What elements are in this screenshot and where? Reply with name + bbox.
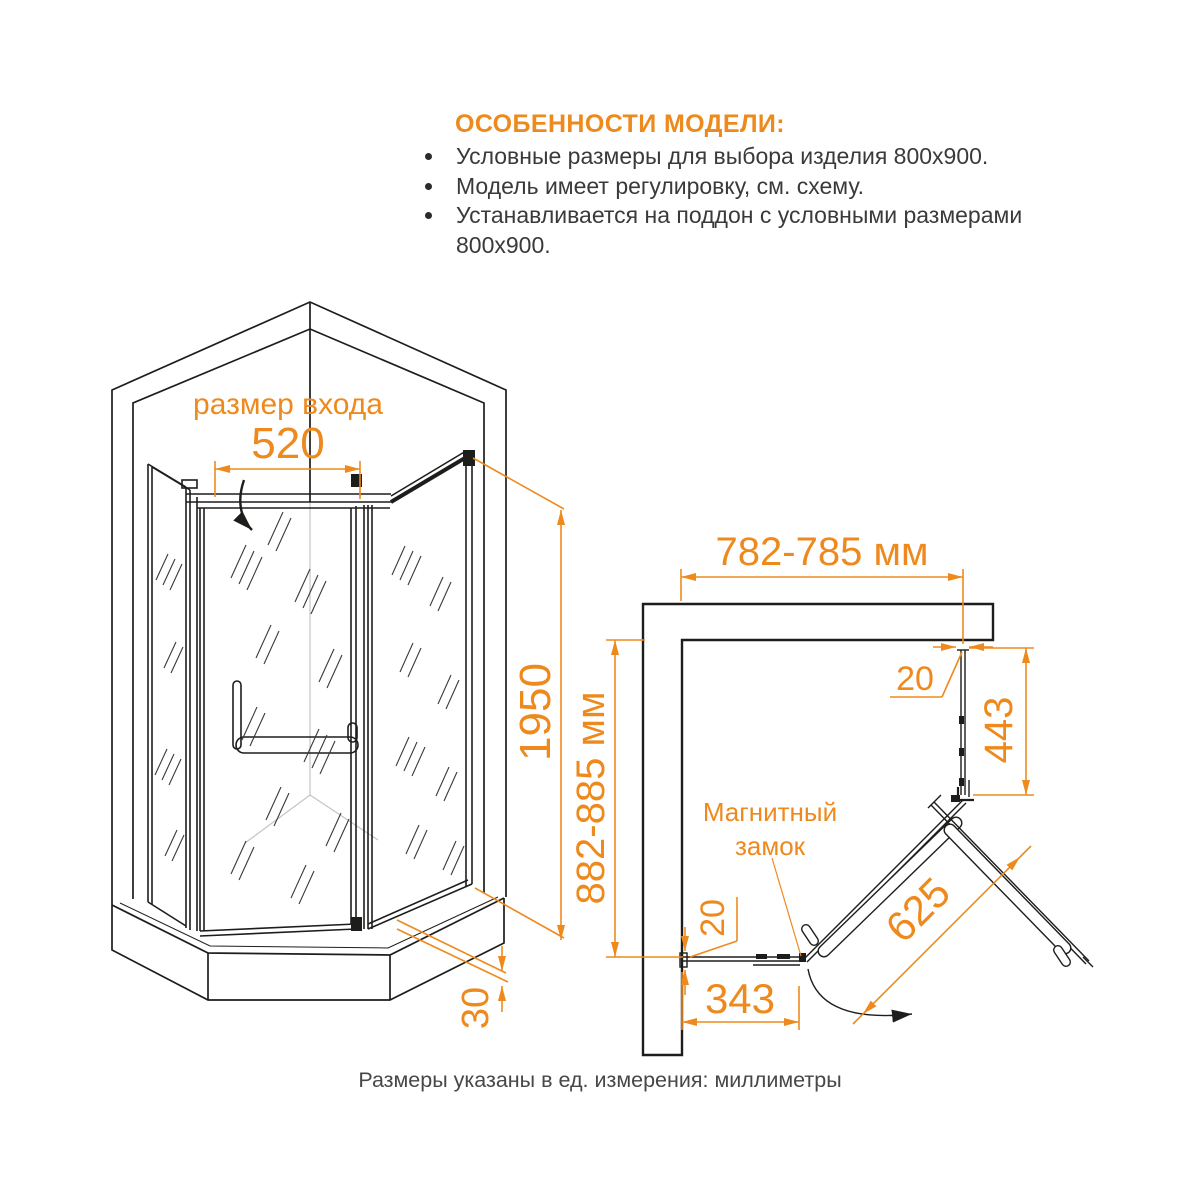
feature-text: Устанавливается на поддон с условными размерами	[456, 202, 1023, 228]
dim-882-885-label: 882-885 мм	[569, 691, 613, 905]
features-title: ОСОБЕННОСТИ МОДЕЛИ:	[455, 110, 785, 138]
plan-view-drawing	[569, 530, 1093, 1055]
door-swing-arrow-plan	[808, 969, 912, 1016]
dim-20-bottom-label: 20	[694, 899, 732, 937]
dim-30-label: 30	[455, 986, 497, 1030]
plan-door-open	[928, 795, 1093, 967]
bullet-dot	[425, 153, 432, 160]
door-swing-arrow-iso	[240, 480, 252, 530]
iso-hardware	[351, 450, 475, 931]
dim-20-top-label: 20	[896, 660, 934, 698]
dim-782-785-label: 782-785 мм	[715, 530, 929, 574]
bullet-dot	[425, 183, 432, 190]
iso-interior-lines	[245, 502, 378, 843]
feature-text: 800x900.	[456, 231, 551, 258]
feature-text: Модель имеет регулировку, см. схему.	[456, 172, 864, 199]
iso-tray	[112, 897, 504, 1000]
units-note: Размеры указаны в ед. измерения: миллиметры	[358, 1068, 842, 1092]
features-list	[425, 142, 1125, 260]
dim-443-label: 443	[977, 696, 1021, 764]
dim-343-label: 343	[704, 975, 776, 1022]
dim-625-label: 625	[876, 868, 960, 952]
feature-item-continuation	[425, 231, 1125, 261]
magnetic-lock-label-line1: Магнитный	[702, 797, 838, 827]
feature-item	[425, 172, 1125, 202]
feature-item	[425, 142, 1125, 172]
dim-520-label: 520	[251, 419, 325, 468]
bullet-dot	[425, 212, 432, 219]
entrance-size-label: размер входа	[193, 388, 383, 421]
iso-view-drawing	[112, 302, 564, 1029]
dim-1950-label: 1950	[511, 663, 560, 761]
magnetic-lock-label-line2: замок	[734, 831, 806, 861]
feature-text: Условные размеры для выбора изделия 800x900.	[456, 143, 989, 169]
feature-item	[425, 201, 1125, 231]
